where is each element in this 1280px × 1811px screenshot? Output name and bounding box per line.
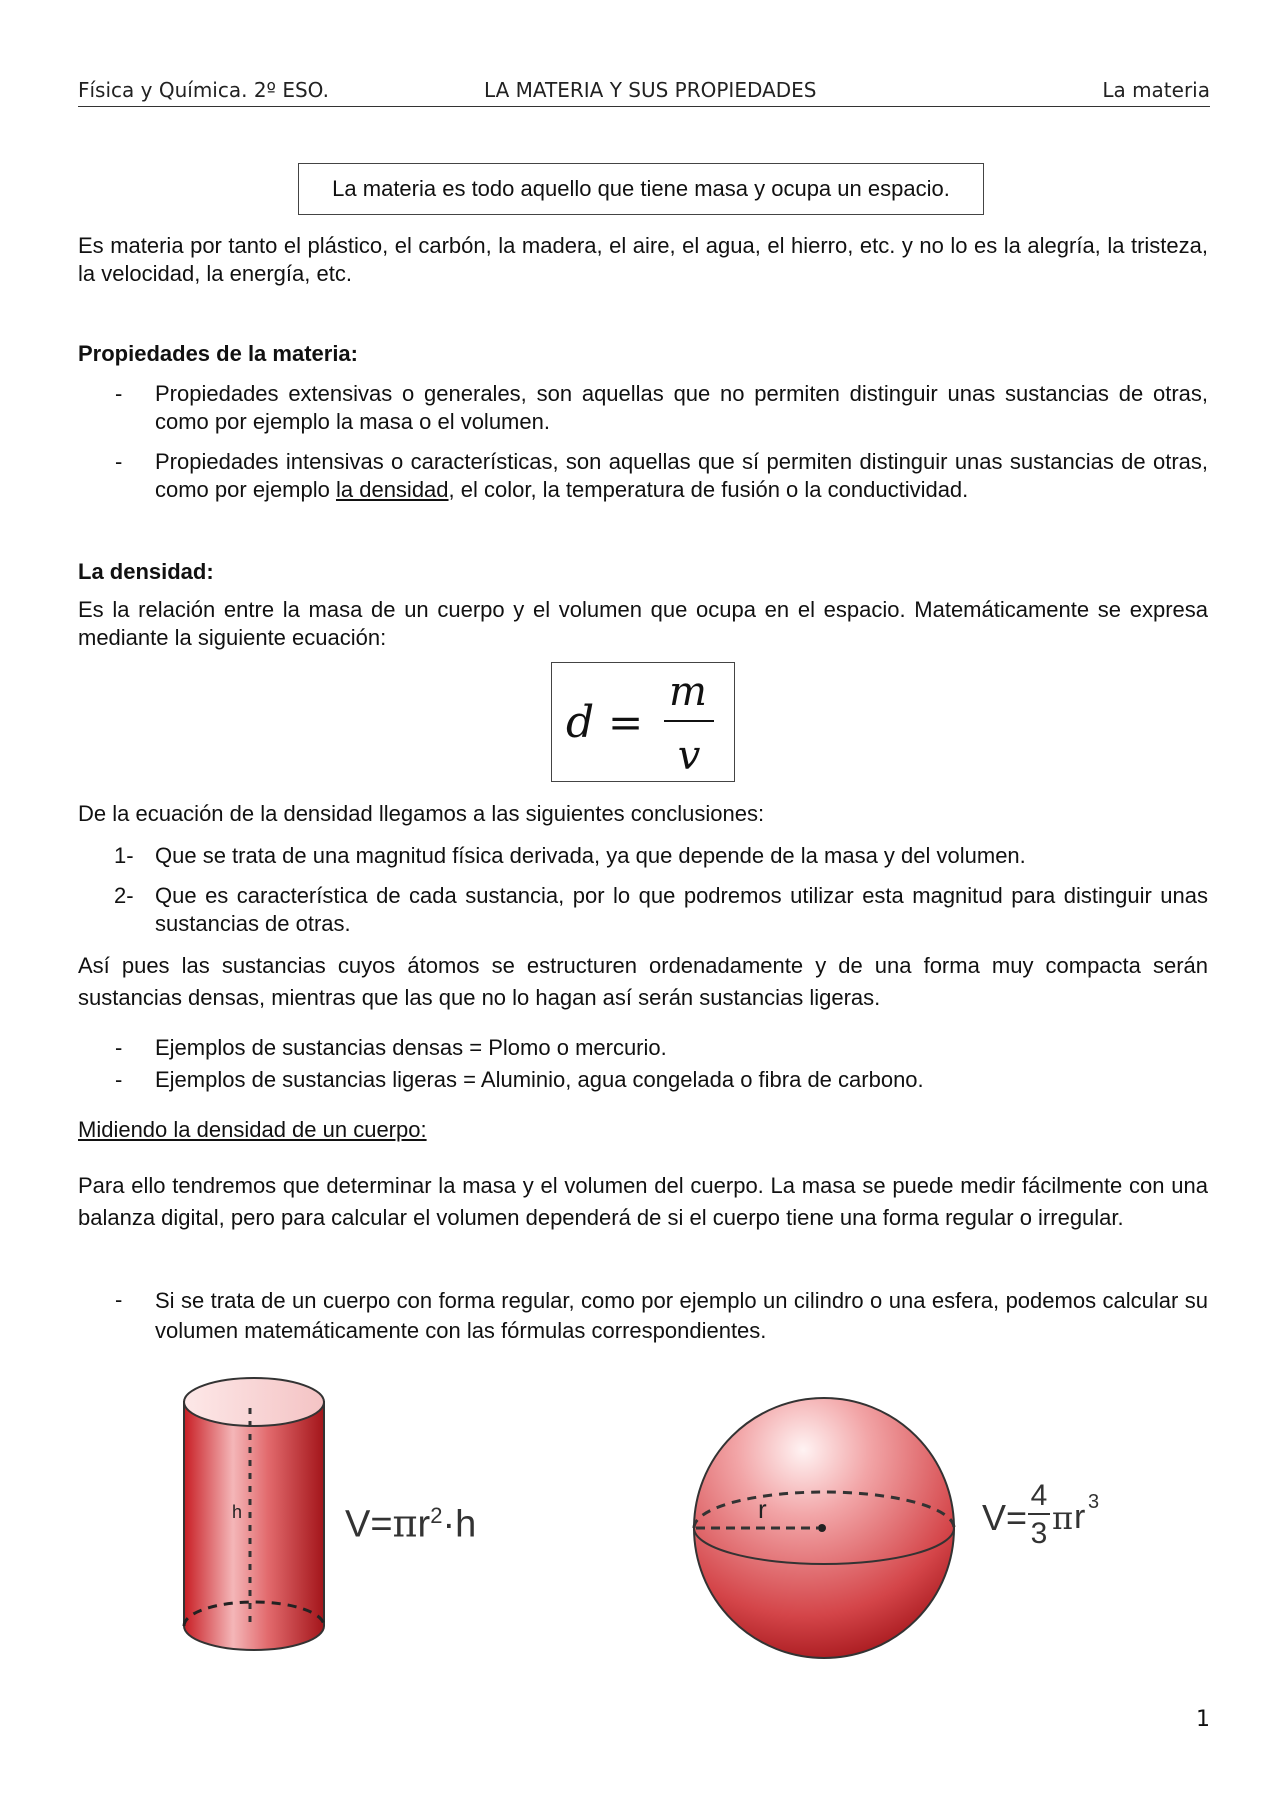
- properties-item-2: Propiedades intensivas o características, son aquellas que sí permiten distinguir unas sustancias de otras, como por ejemplo la densidad, el color, la temperatura de fusión o la conductividad.: [155, 449, 1208, 502]
- measuring-heading: Midiendo la densidad de un cuerpo:: [78, 1117, 427, 1142]
- definition-box: La materia es todo aquello que tiene masa y ocupa un espacio.: [298, 163, 984, 215]
- properties-item-2-marker: -: [115, 449, 123, 474]
- cylinder-formula: $V=\pi r^2\cdot h$: [345, 1501, 477, 1546]
- header-title: LA MATERIA Y SUS PROPIEDADES: [484, 78, 817, 102]
- header-subject: Física y Química. 2º ESO.: [78, 78, 329, 102]
- equation-equals: =: [608, 698, 644, 747]
- measuring-item-marker: -: [115, 1287, 123, 1312]
- equation-numerator: m: [669, 669, 707, 715]
- sphere-formula: V= 4 3 π r 3: [982, 1479, 1100, 1550]
- properties-heading: Propiedades de la materia:: [78, 341, 358, 366]
- example-2-marker: -: [115, 1067, 123, 1092]
- cylinder-top: [184, 1378, 324, 1426]
- header-divider: [78, 106, 1210, 107]
- sphere-center: [818, 1524, 826, 1532]
- sphere-r-label: r: [758, 1494, 767, 1524]
- density-link: la densidad: [335, 477, 449, 502]
- example-light: Ejemplos de sustancias ligeras = Aluminio, agua congelada o fibra de carbono.: [155, 1067, 924, 1092]
- density-heading: La densidad:: [78, 559, 214, 584]
- intro-paragraph: Es materia por tanto el plástico, el carbón, la madera, el aire, el agua, el hierro, etc. y no lo es la alegría, la tristeza, la velocidad, la energía, etc.: [78, 233, 1208, 286]
- header-section: La materia: [1102, 78, 1210, 102]
- conclusion-2: Que es característica de cada sustancia, por lo que podremos utilizar esta magnitud para distinguir unas sustancias de otras.: [155, 883, 1208, 936]
- conclusion-1: Que se trata de una magnitud física derivada, ya que depende de la masa y del volumen.: [155, 843, 1026, 868]
- conclusions-intro: De la ecuación de la densidad llegamos a las siguientes conclusiones:: [78, 801, 765, 826]
- measuring-paragraph: Para ello tendremos que determinar la masa y el volumen del cuerpo. La masa se puede medir fácilmente con una balanza digital, pero para calcular el volumen dependerá de si el cuerpo tiene una forma regular o irregular.: [78, 1173, 1208, 1230]
- cylinder-h-label: h: [232, 1502, 243, 1522]
- cylinder-figure: [170, 1368, 340, 1668]
- sphere-figure: [688, 1392, 960, 1664]
- example-dense: Ejemplos de sustancias densas = Plomo o mercurio.: [155, 1035, 667, 1060]
- density-equation: [551, 662, 735, 782]
- measuring-item-regular: Si se trata de un cuerpo con forma regular, como por ejemplo un cilindro o una esfera, podemos calcular su volumen matemáticamente con las fórmulas correspondientes.: [155, 1288, 1208, 1343]
- conclusion-1-marker: 1-: [114, 843, 134, 868]
- cylinder-body: [184, 1402, 324, 1650]
- page-number: 1: [1196, 1707, 1210, 1732]
- compact-paragraph: Así pues las sustancias cuyos átomos se estructuren ordenadamente y de una forma muy compacta serán sustancias densas, mientras que las que no lo hagan así serán sustancias ligeras.: [78, 953, 1208, 1010]
- density-definition: Es la relación entre la masa de un cuerpo y el volumen que ocupa en el espacio. Matemáticamente se expresa mediante la siguiente ecuación:: [78, 597, 1208, 650]
- equation-denominator: v: [677, 733, 701, 779]
- example-1-marker: -: [115, 1035, 123, 1060]
- equation-lhs: d: [566, 697, 595, 748]
- properties-item-1-marker: -: [115, 381, 123, 406]
- properties-item-1: Propiedades extensivas o generales, son aquellas que no permiten distinguir unas sustancias de otras, como por ejemplo la masa o el volumen.: [155, 381, 1208, 434]
- conclusion-2-marker: 2-: [114, 883, 134, 908]
